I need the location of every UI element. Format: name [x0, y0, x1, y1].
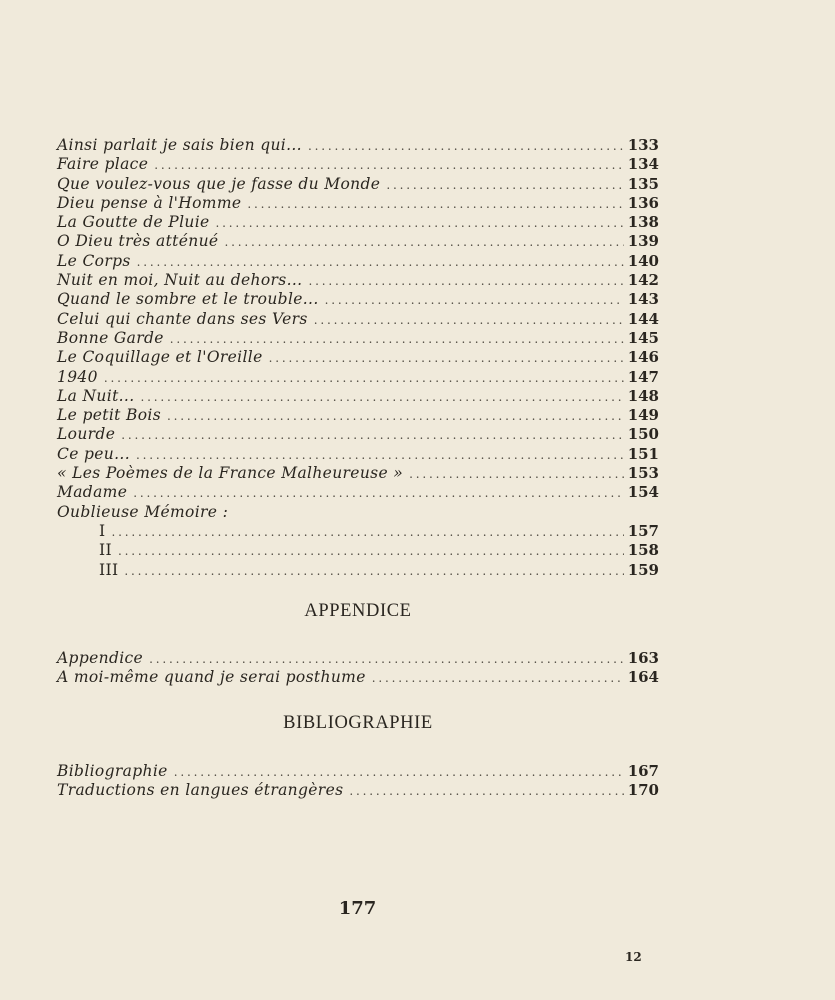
- toc-entry-title: I: [99, 521, 106, 540]
- dot-leader: [409, 465, 624, 484]
- dot-leader: [349, 782, 623, 801]
- toc-entry: [57, 271, 659, 290]
- toc-entry: [57, 252, 659, 271]
- toc-entry-page: 144: [627, 309, 659, 328]
- toc-entry: [57, 329, 659, 348]
- toc-entry-title: Traductions en langues étrangères: [57, 781, 344, 800]
- toc-entry-title: II: [99, 541, 112, 560]
- signature-mark: 12: [625, 950, 642, 964]
- toc-entry-page: 158: [627, 541, 659, 560]
- appendice-heading: APPENDICE: [304, 601, 412, 621]
- dot-leader: [154, 156, 623, 175]
- dot-leader: [136, 446, 624, 465]
- toc-oublieuse-parts: [57, 522, 659, 580]
- toc-entry-page: 170: [627, 781, 659, 800]
- table-of-contents: [57, 136, 659, 580]
- toc-entry: [57, 483, 659, 502]
- toc-entry-title: Madame: [57, 483, 128, 502]
- toc-entry-title: La Nuit...: [57, 386, 135, 405]
- toc-entry-page: 148: [627, 386, 659, 405]
- toc-entry: [57, 649, 659, 668]
- toc-entry-title: Ainsi parlait je sais bien qui...: [57, 136, 302, 154]
- toc-entry-page: 167: [627, 762, 659, 780]
- toc-entry-page: 142: [627, 271, 659, 290]
- appendice-list: [57, 649, 659, 688]
- dot-leader: [149, 650, 624, 669]
- toc-entry: [57, 522, 659, 541]
- dot-leader: [167, 407, 624, 426]
- toc-entry-oublieuse: [57, 503, 659, 522]
- page-number: 177: [338, 898, 377, 919]
- dot-leader: [308, 137, 624, 156]
- dot-leader: [224, 233, 623, 252]
- toc-entry: [57, 232, 659, 251]
- dot-leader: [314, 311, 624, 330]
- dot-leader: [118, 542, 624, 561]
- toc-entry-page: 133: [627, 136, 659, 154]
- dot-leader: [325, 291, 624, 310]
- toc-entry: [57, 762, 659, 781]
- toc-entry: [57, 175, 659, 194]
- toc-entry: [57, 348, 659, 367]
- toc-entry-page: 159: [627, 560, 659, 579]
- toc-entry-page: 146: [627, 348, 659, 367]
- toc-entry: [57, 425, 659, 444]
- toc-entry: [57, 464, 659, 483]
- toc-entry-page: 136: [627, 193, 659, 212]
- toc-entry-title: « Les Poèmes de la France Malheureuse »: [57, 464, 404, 483]
- bibliographie-heading: BIBLIOGRAPHIE: [283, 713, 433, 733]
- toc-entry-title: Le Corps: [57, 251, 131, 270]
- dot-leader: [372, 669, 624, 688]
- toc-entry: [57, 445, 659, 464]
- toc-entry-page: 140: [627, 251, 659, 270]
- dot-leader: [247, 195, 623, 214]
- toc-entry-title: A moi-même quand je serai posthume: [57, 668, 366, 687]
- toc-entry-title: III: [99, 560, 119, 579]
- dot-leader: [137, 253, 624, 272]
- dot-leader: [386, 176, 623, 195]
- toc-entry-title: 1940: [57, 367, 98, 386]
- toc-entry-title: Ce peu...: [57, 444, 130, 463]
- toc-entry-page: 157: [627, 521, 659, 540]
- toc-entry: [57, 194, 659, 213]
- bibliographie-list: [57, 762, 659, 801]
- toc-entry-page: 138: [627, 213, 659, 232]
- toc-entry: [57, 781, 659, 800]
- toc-entry-title: Dieu pense à l'Homme: [57, 193, 242, 212]
- toc-entry: [57, 136, 659, 155]
- toc-entry-page: 139: [627, 232, 659, 251]
- toc-entry-title: Bibliographie: [57, 762, 168, 780]
- toc-entry-title: Le Coquillage et l'Oreille: [57, 348, 263, 367]
- toc-entry-title: Celui qui chante dans ses Vers: [57, 309, 308, 328]
- dot-leader: [133, 484, 623, 503]
- toc-entry-page: 143: [627, 290, 659, 309]
- toc-entry-title: La Goutte de Pluie: [57, 213, 210, 232]
- toc-entry-page: 145: [627, 328, 659, 347]
- toc-entry-title: Le petit Bois: [57, 406, 162, 425]
- dot-leader: [124, 562, 623, 581]
- dot-leader: [111, 523, 623, 542]
- toc-entry: [57, 368, 659, 387]
- dot-leader: [308, 272, 623, 291]
- dot-leader: [170, 330, 624, 349]
- dot-leader: [140, 388, 623, 407]
- toc-entry-page: 147: [627, 367, 659, 386]
- toc-entry-title: Quand le sombre et le trouble...: [57, 290, 319, 309]
- toc-entry: [57, 387, 659, 406]
- dot-leader: [121, 426, 623, 445]
- toc-entry-title: Que voulez-vous que je fasse du Monde: [57, 174, 381, 193]
- toc-entry: [57, 155, 659, 174]
- toc-entry-title: O Dieu très atténué: [57, 232, 219, 251]
- toc-main-list: [57, 136, 659, 503]
- toc-entry: [57, 668, 659, 687]
- toc-entry: [57, 290, 659, 309]
- dot-leader: [269, 349, 624, 368]
- toc-entry-title: Appendice: [57, 649, 144, 667]
- dot-leader: [174, 763, 624, 782]
- toc-entry-title: Nuit en moi, Nuit au dehors...: [57, 271, 303, 290]
- toc-entry-page: 149: [627, 406, 659, 425]
- toc-entry: [57, 213, 659, 232]
- toc-entry-title: Lourde: [57, 425, 116, 444]
- toc-entry: [57, 406, 659, 425]
- toc-entry-page: 153: [627, 464, 659, 483]
- toc-entry-page: 135: [627, 174, 659, 193]
- toc-entry-page: 150: [627, 425, 659, 444]
- dot-leader: [216, 214, 624, 233]
- toc-entry-page: 151: [627, 444, 659, 463]
- toc-entry: [57, 561, 659, 580]
- toc-entry-page: 163: [627, 649, 659, 667]
- dot-leader: [104, 369, 624, 388]
- toc-entry-title: Faire place: [57, 155, 149, 174]
- toc-entry-page: 164: [627, 668, 659, 687]
- toc-entry-title: Bonne Garde: [57, 328, 164, 347]
- toc-entry-title: Oublieuse Mémoire :: [57, 502, 229, 521]
- toc-entry-page: 154: [627, 483, 659, 502]
- toc-entry-page: 134: [627, 155, 659, 174]
- toc-entry: [57, 541, 659, 560]
- toc-entry: [57, 310, 659, 329]
